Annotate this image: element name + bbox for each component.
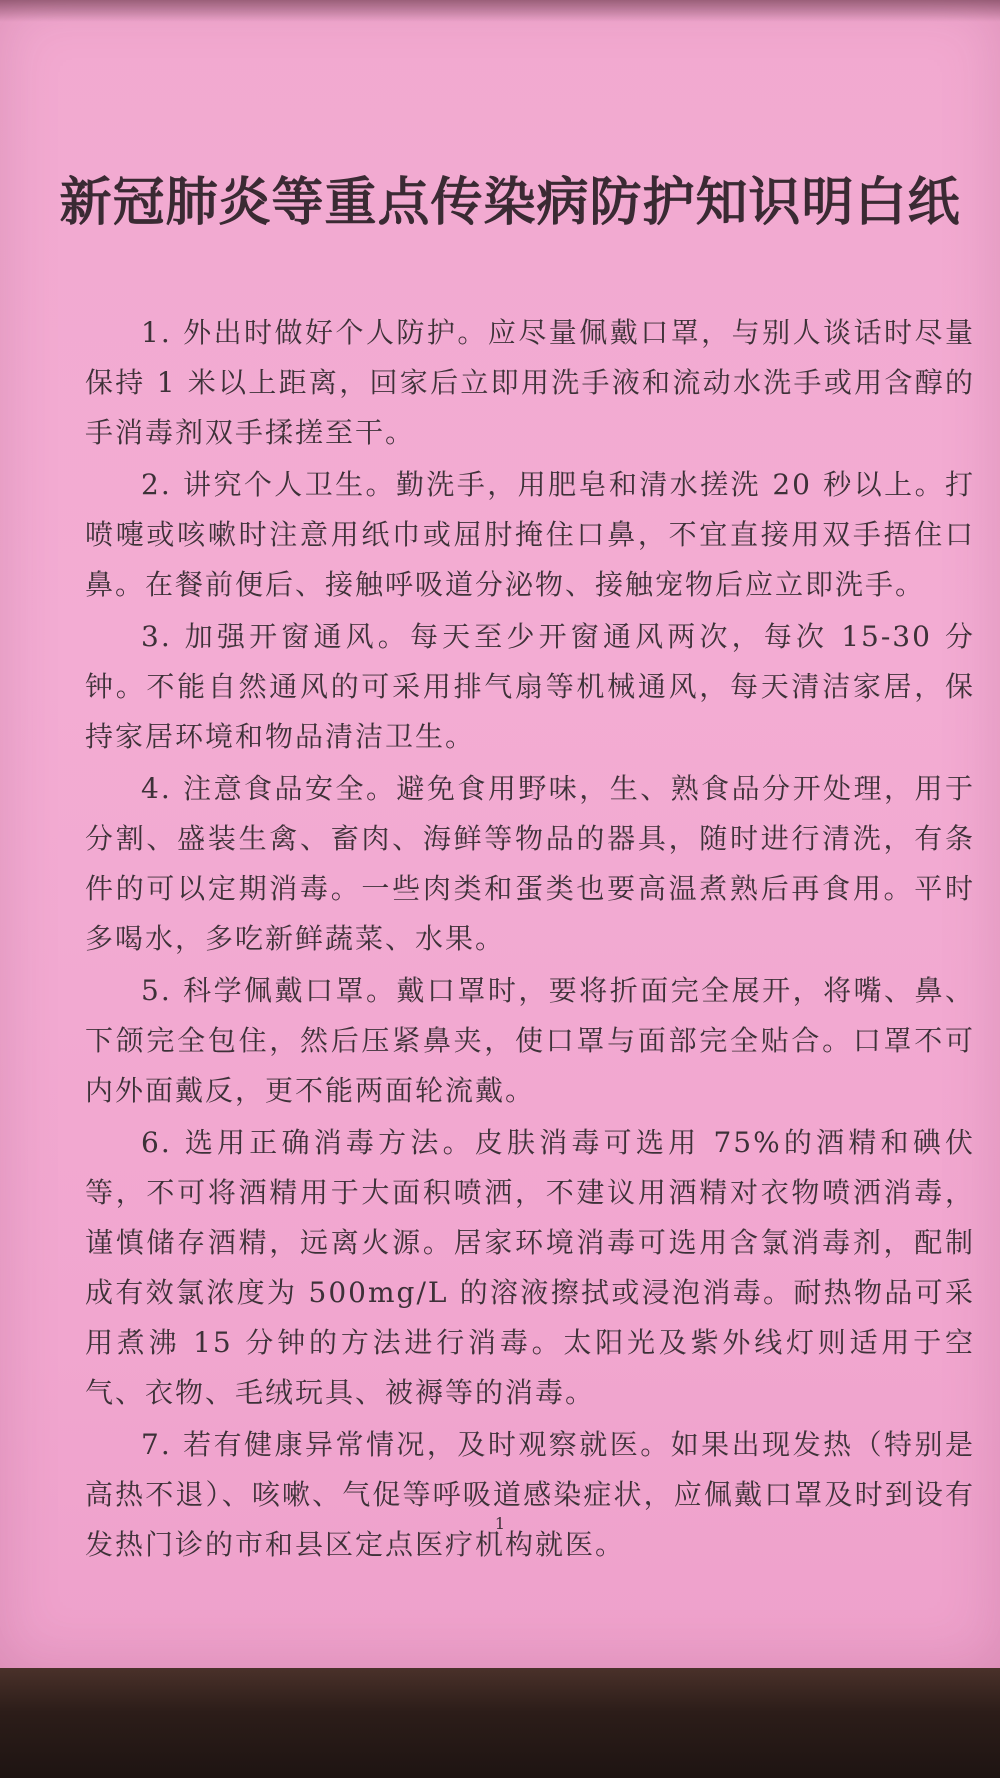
paragraph-7: 7. 若有健康异常情况，及时观察就医。如果出现发热（特别是高热不退）、咳嗽、气促等呼吸道感染症状，应佩戴口罩及时到设有发热门诊的市和县区定点医疗机构就医。	[85, 1428, 975, 1561]
paragraph-1: 1. 外出时做好个人防护。应尽量佩戴口罩，与别人谈话时尽量保持 1 米以上距离，回家后立即用洗手液和流动水洗手或用含醇的手消毒剂双手揉搓至干。	[85, 316, 975, 449]
paper-top-shadow	[0, 0, 1000, 22]
table-surface	[0, 1668, 1000, 1778]
paragraph-2: 2. 讲究个人卫生。勤洗手，用肥皂和清水搓洗 20 秒以上。打喷嚏或咳嗽时注意用纸巾或屈肘掩住口鼻，不宜直接用双手捂住口鼻。在餐前便后、接触呼吸道分泌物、接触宠物后应立即洗手。	[85, 468, 975, 601]
paragraph-3: 3. 加强开窗通风。每天至少开窗通风两次，每次 15-30 分钟。不能自然通风的可采用排气扇等机械通风，每天清洁家居，保持家居环境和物品清洁卫生。	[85, 620, 975, 753]
document-body	[85, 308, 975, 1572]
paragraph-6: 6. 选用正确消毒方法。皮肤消毒可选用 75%的酒精和碘伏等，不可将酒精用于大面积喷洒，不建议用酒精对衣物喷洒消毒，谨慎储存酒精，远离火源。居家环境消毒可选用含氯消毒剂，配制成有效氯浓度为 500mg/L 的溶液擦拭或浸泡消毒。耐热物品可采用煮沸 15 分钟的方法进行消毒。太阳光及紫外线灯则适用于空气、衣物、毛绒玩具、被褥等的消毒。	[85, 1126, 975, 1409]
document-title: 新冠肺炎等重点传染病防护知识明白纸	[59, 172, 961, 233]
paragraph-5: 5. 科学佩戴口罩。戴口罩时，要将折面完全展开，将嘴、鼻、下颌完全包住，然后压紧鼻夹，使口罩与面部完全贴合。口罩不可内外面戴反，更不能两面轮流戴。	[85, 974, 975, 1107]
paragraph-4: 4. 注意食品安全。避免食用野味，生、熟食品分开处理，用于分割、盛装生禽、畜肉、海鲜等物品的器具，随时进行清洗，有条件的可以定期消毒。一些肉类和蛋类也要高温煮熟后再食用。平时多喝水，多吃新鲜蔬菜、水果。	[85, 772, 975, 955]
page-number: 1	[494, 1514, 506, 1533]
